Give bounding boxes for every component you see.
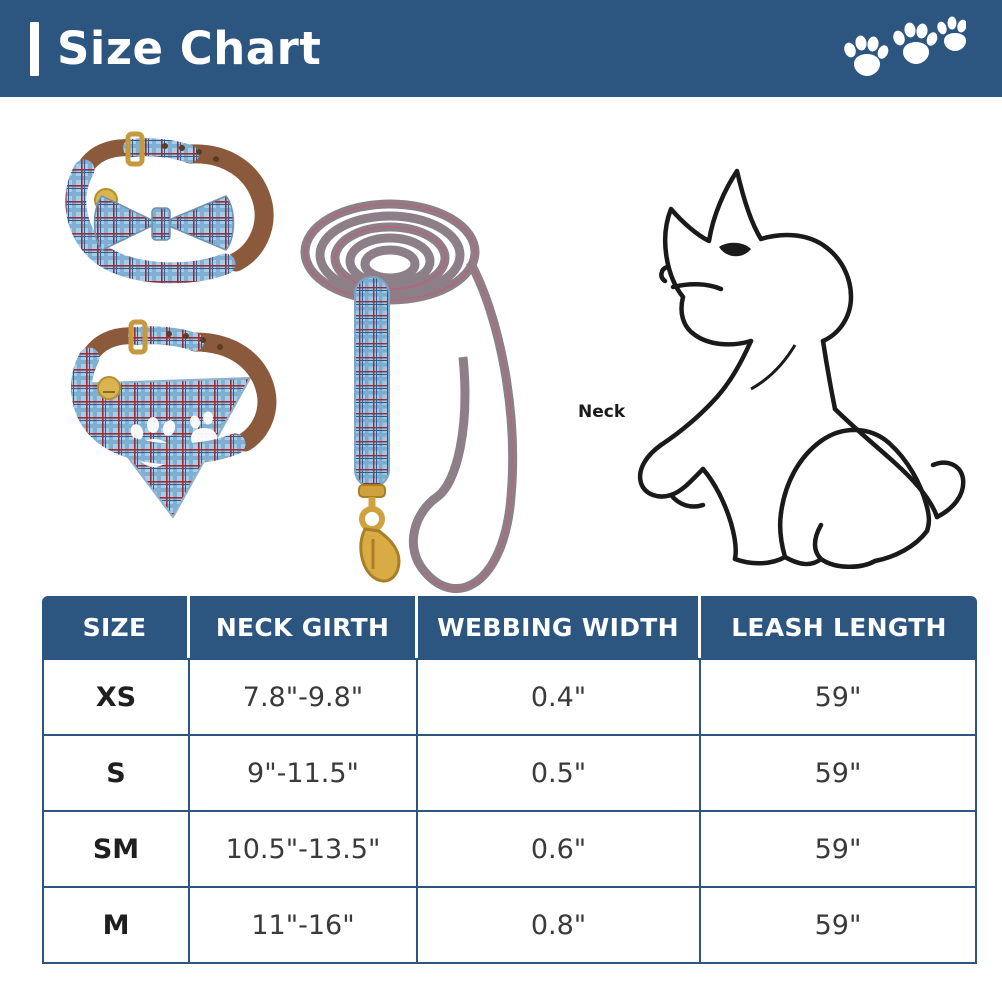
size-chart-table bbox=[42, 596, 977, 964]
cell-size: SM bbox=[42, 812, 190, 888]
plaid-collar-with-bow-tie bbox=[40, 112, 285, 292]
cell-webbing-width: 0.4" bbox=[418, 658, 701, 736]
paw-prints-icon bbox=[836, 16, 966, 82]
cell-size: M bbox=[42, 888, 190, 964]
cell-neck-girth: 9"-11.5" bbox=[190, 736, 418, 812]
cell-leash-length: 59" bbox=[701, 658, 977, 736]
cell-size: S bbox=[42, 736, 190, 812]
column-header-neck-girth: NECK GIRTH bbox=[190, 596, 418, 658]
page-header bbox=[0, 0, 1002, 97]
column-header-leash-length: LEASH LENGTH bbox=[701, 596, 977, 658]
cell-webbing-width: 0.6" bbox=[418, 812, 701, 888]
page-title: Size Chart bbox=[57, 22, 322, 75]
table-row bbox=[42, 736, 977, 812]
table-row bbox=[42, 888, 977, 964]
plaid-leash-with-clasp bbox=[295, 167, 560, 667]
header-accent-bar bbox=[30, 22, 39, 76]
product-illustrations bbox=[0, 97, 1002, 592]
cell-leash-length: 59" bbox=[701, 736, 977, 812]
neck-label: Neck bbox=[578, 402, 626, 422]
table-row bbox=[42, 658, 977, 736]
cell-leash-length: 59" bbox=[701, 888, 977, 964]
cell-neck-girth: 11"-16" bbox=[190, 888, 418, 964]
plaid-collar-with-bandana bbox=[45, 312, 290, 552]
table-row bbox=[42, 812, 977, 888]
table-body bbox=[42, 658, 977, 964]
cell-neck-girth: 7.8"-9.8" bbox=[190, 658, 418, 736]
cell-leash-length: 59" bbox=[701, 812, 977, 888]
cell-webbing-width: 0.5" bbox=[418, 736, 701, 812]
table-header-row bbox=[42, 596, 977, 658]
cell-neck-girth: 10.5"-13.5" bbox=[190, 812, 418, 888]
column-header-webbing-width: WEBBING WIDTH bbox=[418, 596, 701, 658]
cell-size: XS bbox=[42, 658, 190, 736]
size-chart-table-container bbox=[42, 596, 960, 964]
cell-webbing-width: 0.8" bbox=[418, 888, 701, 964]
column-header-size: SIZE bbox=[42, 596, 190, 658]
table-header bbox=[42, 596, 977, 658]
dog-outline-illustration bbox=[555, 127, 975, 577]
